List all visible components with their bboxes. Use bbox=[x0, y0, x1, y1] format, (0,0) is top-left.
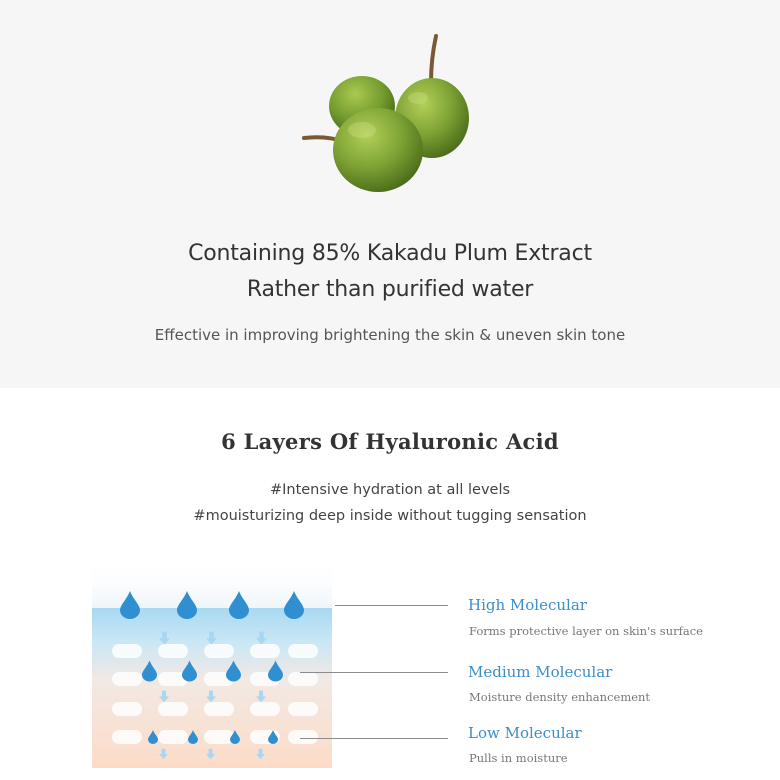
connector-line-low bbox=[300, 738, 448, 739]
hyaluronic-title: 6 Layers Of Hyaluronic Acid bbox=[221, 429, 559, 454]
layer-title-high: High Molecular bbox=[468, 596, 587, 614]
hashtag-1: #Intensive hydration at all levels bbox=[269, 482, 511, 498]
layer-title-medium: Medium Molecular bbox=[468, 663, 613, 681]
connector-line-medium bbox=[300, 672, 448, 673]
skin-layer-diagram bbox=[92, 556, 332, 768]
layer-desc-high: Forms protective layer on skin's surface bbox=[469, 624, 703, 638]
kakadu-plum-image bbox=[300, 30, 480, 200]
connector-line-high bbox=[335, 605, 448, 606]
headline-line-2: Rather than purified water bbox=[246, 277, 534, 302]
hashtag-2: #mouisturizing deep inside without tugging sensation bbox=[193, 508, 587, 524]
headline-line-1: Containing 85% Kakadu Plum Extract bbox=[188, 241, 592, 266]
kakadu-plum-panel bbox=[0, 0, 780, 388]
top-subtitle: Effective in improving brightening the skin & uneven skin tone bbox=[154, 326, 626, 344]
layer-desc-low: Pulls in moisture bbox=[469, 751, 568, 765]
layer-desc-medium: Moisture density enhancement bbox=[469, 690, 651, 704]
layer-title-low: Low Molecular bbox=[468, 724, 582, 742]
